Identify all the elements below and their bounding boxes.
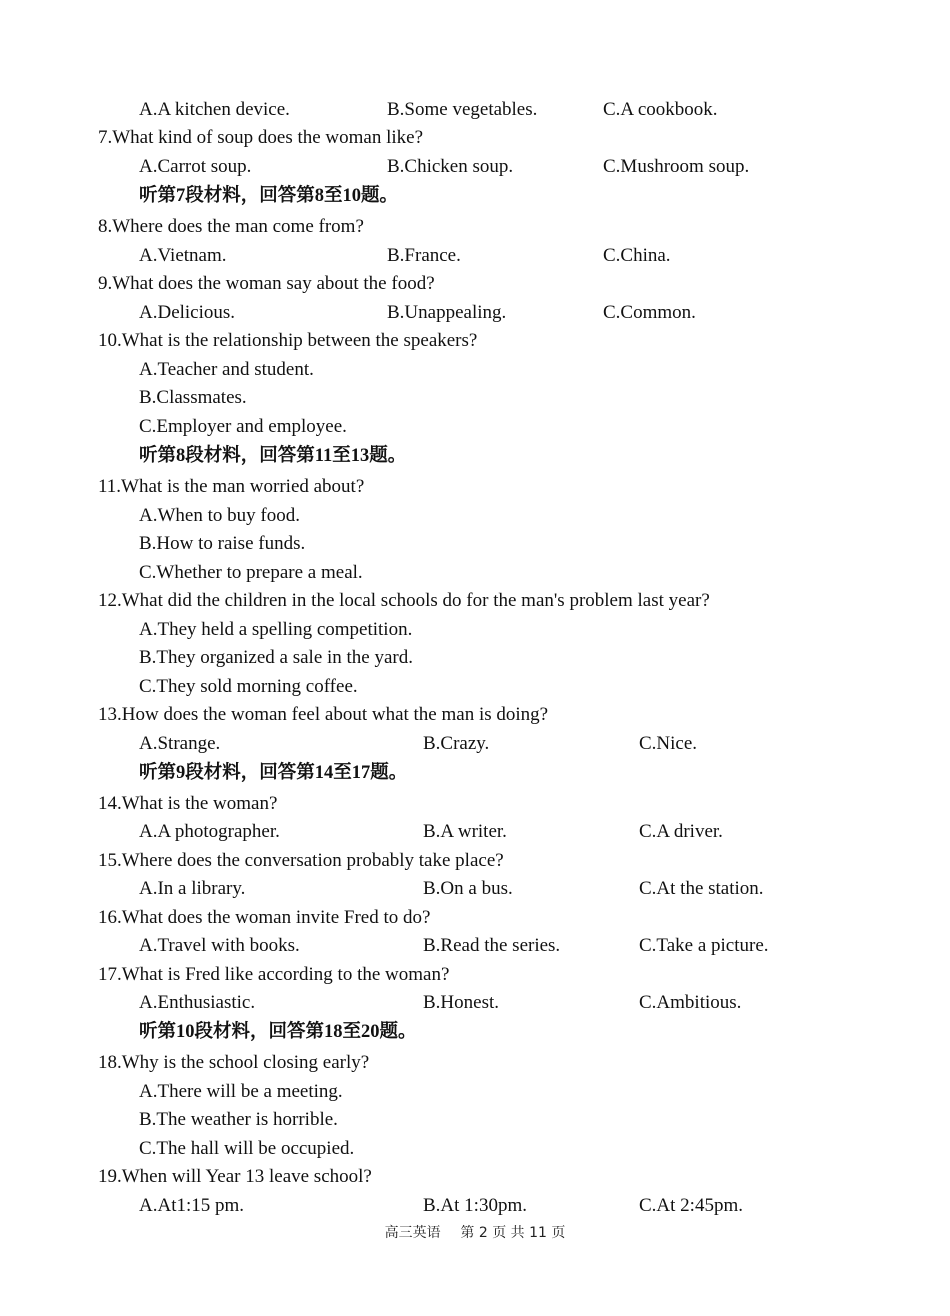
q12-option-b-row (0, 644, 950, 672)
q13-option-c: C.Nice. (639, 733, 698, 754)
q8-option-c: C.China. (603, 245, 671, 266)
q11-option-c: C.Whether to prepare a meal. (139, 562, 363, 583)
q8-option-a: A.Vietnam. (139, 245, 227, 266)
q16-options-row (0, 932, 950, 960)
q7-options-row (0, 153, 950, 181)
q14-option-c: C.A driver. (639, 821, 723, 842)
q6-option-a: A.A kitchen device. (139, 99, 290, 120)
q19-option-b: B.At 1:30pm. (423, 1195, 527, 1216)
q10-option-b-row (0, 384, 950, 412)
q18-option-b: B.The weather is horrible. (139, 1109, 338, 1130)
q12-option-b: B.They organized a sale in the yard. (139, 647, 413, 668)
q12-option-c-row (0, 673, 950, 701)
q11-option-b-row (0, 530, 950, 558)
q17-option-a: A.Enthusiastic. (139, 992, 256, 1013)
question-text: 7.What kind of soup does the woman like? (98, 127, 424, 148)
q12-option-a-row (0, 616, 950, 644)
section-heading-text: 听第7段材料，回答第8至10题。 (139, 186, 399, 206)
q11-question (0, 473, 950, 501)
q9-option-b: B.Unappealing. (387, 302, 507, 323)
q7-option-b: B.Chicken soup. (387, 156, 514, 177)
q8-options-row (0, 242, 950, 270)
page-footer (0, 1223, 950, 1243)
section-10-heading (0, 1018, 950, 1046)
q12-option-a: A.They held a spelling competition. (139, 619, 413, 640)
q18-option-c-row (0, 1135, 950, 1163)
q10-option-c-row (0, 413, 950, 441)
q11-option-b: B.How to raise funds. (139, 533, 306, 554)
question-text: 11.What is the man worried about? (98, 476, 365, 497)
q13-question (0, 701, 950, 729)
q6-options-row (0, 96, 950, 124)
q8-option-b: B.France. (387, 245, 461, 266)
q11-option-c-row (0, 559, 950, 587)
q10-option-c: C.Employer and employee. (139, 416, 347, 437)
q9-question (0, 270, 950, 298)
q8-question (0, 213, 950, 241)
q14-option-b: B.A writer. (423, 821, 507, 842)
section-heading-text: 听第10段材料，回答第18至20题。 (139, 1022, 417, 1042)
q16-option-a: A.Travel with books. (139, 935, 300, 956)
section-heading-text: 听第8段材料，回答第11至13题。 (139, 446, 407, 466)
q19-option-a: A.At1:15 pm. (139, 1195, 245, 1216)
q18-option-c: C.The hall will be occupied. (139, 1138, 355, 1159)
q15-options-row (0, 875, 950, 903)
q11-option-a: A.When to buy food. (139, 505, 300, 526)
q15-option-a: A.In a library. (139, 878, 246, 899)
q18-option-a-row (0, 1078, 950, 1106)
question-text: 8.Where does the man come from? (98, 216, 364, 237)
q18-option-b-row (0, 1106, 950, 1134)
q17-option-c: C.Ambitious. (639, 992, 742, 1013)
q15-question (0, 847, 950, 875)
q6-option-b: B.Some vegetables. (387, 99, 538, 120)
q14-option-a: A.A photographer. (139, 821, 280, 842)
question-text: 15.Where does the conversation probably take place? (98, 850, 504, 871)
question-text: 12.What did the children in the local schools do for the man's problem last year? (98, 590, 710, 611)
section-7-heading (0, 182, 950, 210)
q12-option-c: C.They sold morning coffee. (139, 676, 358, 697)
question-text: 17.What is Fred like according to the woman? (98, 964, 450, 985)
q14-question (0, 790, 950, 818)
q12-question (0, 587, 950, 615)
q10-question (0, 327, 950, 355)
q17-option-b: B.Honest. (423, 992, 499, 1013)
question-text: 14.What is the woman? (98, 793, 278, 814)
q10-option-a: A.Teacher and student. (139, 359, 314, 380)
section-9-heading (0, 759, 950, 787)
q7-option-c: C.Mushroom soup. (603, 156, 750, 177)
question-text: 18.Why is the school closing early? (98, 1052, 370, 1073)
footer-subject: 高三英语 (384, 1225, 441, 1241)
question-text: 10.What is the relationship between the speakers? (98, 330, 478, 351)
q19-option-c: C.At 2:45pm. (639, 1195, 743, 1216)
q18-question (0, 1049, 950, 1077)
section-8-heading (0, 442, 950, 470)
section-heading-text: 听第9段材料，回答第14至17题。 (139, 763, 408, 783)
q16-option-c: C.Take a picture. (639, 935, 769, 956)
q13-option-a: A.Strange. (139, 733, 221, 754)
footer-page-number: 第 2 页 共 11 页 (460, 1225, 566, 1241)
q19-question (0, 1163, 950, 1191)
q14-options-row (0, 818, 950, 846)
q6-option-c: C.A cookbook. (603, 99, 718, 120)
q17-options-row (0, 989, 950, 1017)
q11-option-a-row (0, 502, 950, 530)
q18-option-a: A.There will be a meeting. (139, 1081, 343, 1102)
q16-question (0, 904, 950, 932)
q15-option-b: B.On a bus. (423, 878, 513, 899)
question-text: 13.How does the woman feel about what the man is doing? (98, 704, 549, 725)
q9-option-c: C.Common. (603, 302, 696, 323)
q15-option-c: C.At the station. (639, 878, 764, 899)
q7-option-a: A.Carrot soup. (139, 156, 252, 177)
q10-option-a-row (0, 356, 950, 384)
question-text: 19.When will Year 13 leave school? (98, 1166, 372, 1187)
q13-options-row (0, 730, 950, 758)
question-text: 9.What does the woman say about the food? (98, 273, 435, 294)
q10-option-b: B.Classmates. (139, 387, 247, 408)
q9-options-row (0, 299, 950, 327)
question-text: 16.What does the woman invite Fred to do? (98, 907, 431, 928)
q7-question (0, 124, 950, 152)
q19-options-row (0, 1192, 950, 1220)
q16-option-b: B.Read the series. (423, 935, 561, 956)
q17-question (0, 961, 950, 989)
q13-option-b: B.Crazy. (423, 733, 490, 754)
q9-option-a: A.Delicious. (139, 302, 236, 323)
